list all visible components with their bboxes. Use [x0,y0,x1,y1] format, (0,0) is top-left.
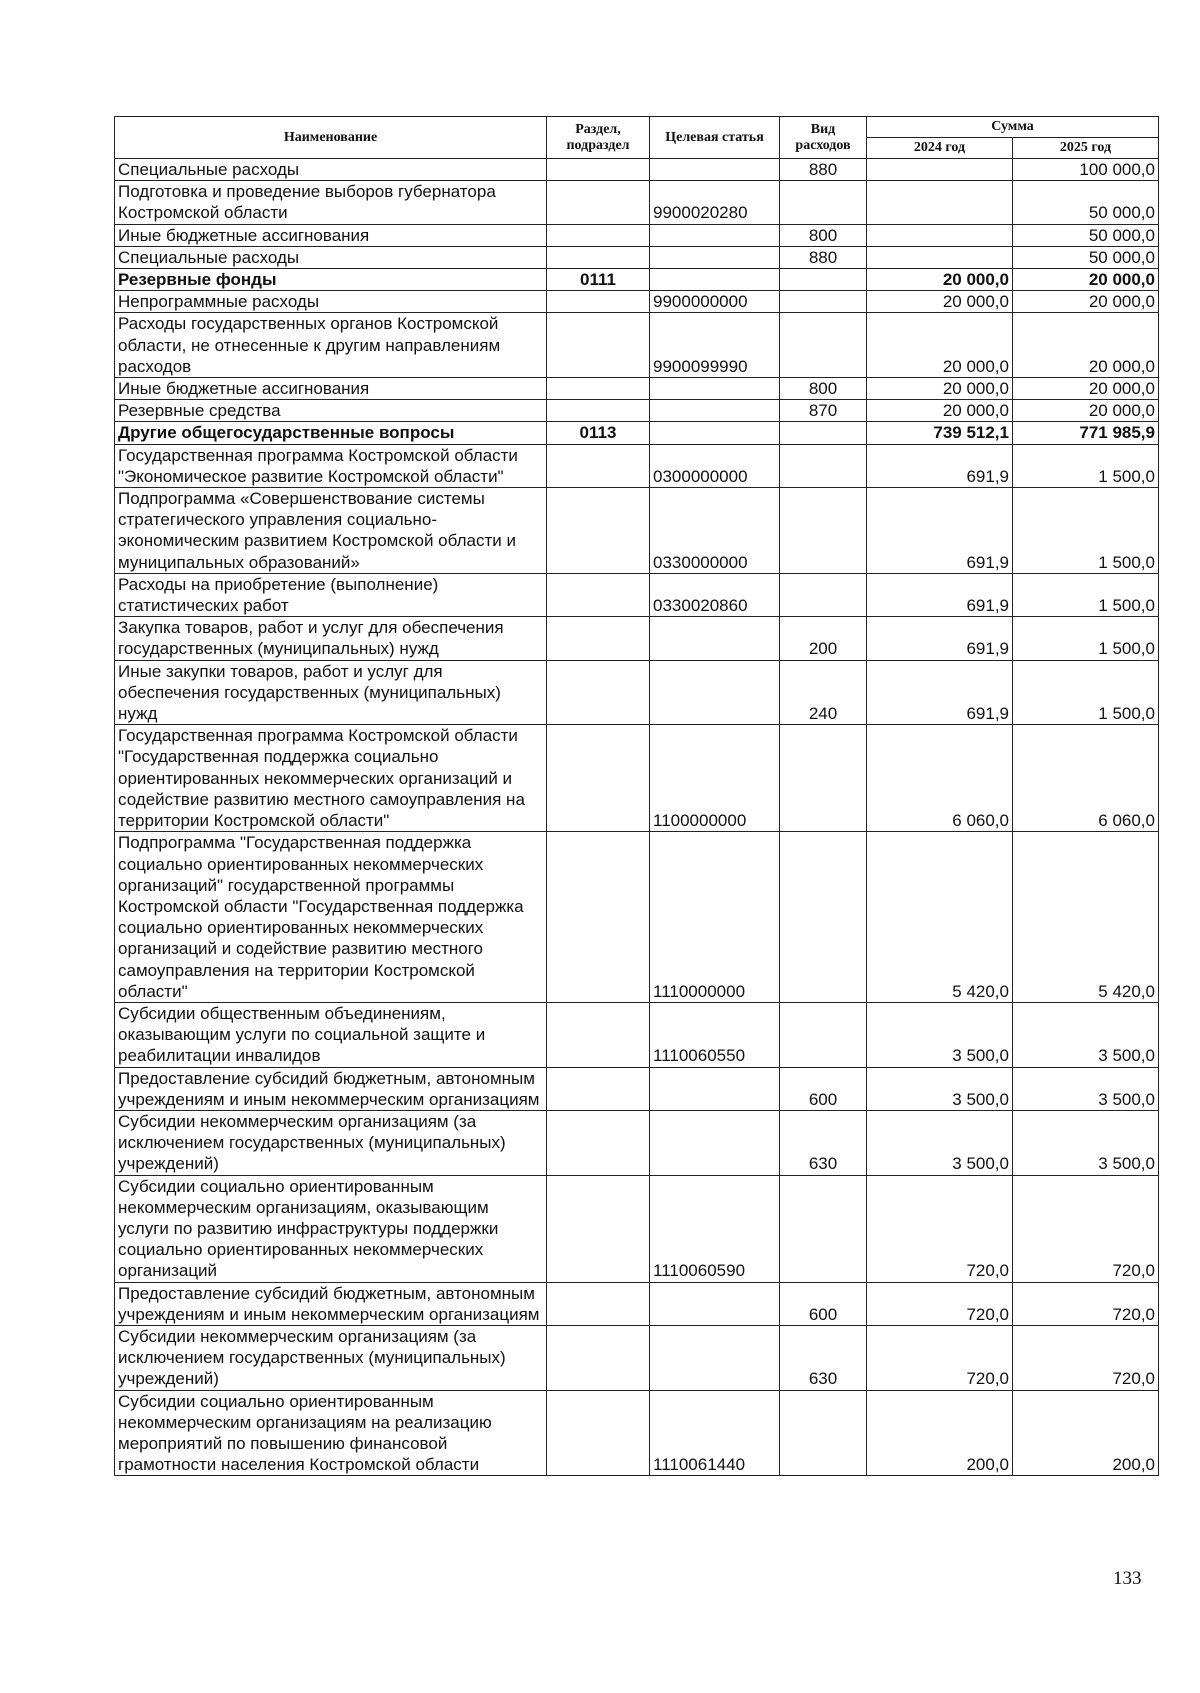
row-celevaya-cell [650,422,780,444]
row-2025-cell: 200,0 [1013,1390,1159,1476]
row-2025-cell: 1 500,0 [1013,573,1159,616]
row-2024-cell: 3 500,0 [867,1002,1013,1067]
table-row [115,159,1159,181]
table-row [115,313,1159,378]
row-2025-cell: 3 500,0 [1013,1110,1159,1175]
table-row [115,1175,1159,1282]
row-name-cell: Субсидии некоммерческим организациям (за исключением государственных (муниципальных) учреждений) [115,1110,547,1175]
row-celevaya-cell [650,1067,780,1110]
row-razdel-cell [547,832,650,1003]
row-celevaya-cell: 1110060590 [650,1175,780,1282]
row-razdel-cell [547,159,650,181]
row-razdel-cell [547,573,650,616]
row-razdel-cell [547,1282,650,1325]
row-celevaya-cell [650,1110,780,1175]
row-razdel-cell [547,181,650,224]
row-name-cell: Иные бюджетные ассигнования [115,224,547,246]
table-row [115,725,1159,832]
row-vid-cell [780,1002,867,1067]
row-2025-cell: 720,0 [1013,1175,1159,1282]
row-name-cell: Подпрограмма «Совершенствование системы стратегического управления социально-экономическим развитием Костромской области и муниципальных образований» [115,488,547,574]
row-name-cell: Предоставление субсидий бюджетным, автономным учреждениям и иным некоммерческим организациям [115,1067,547,1110]
row-2024-cell: 20 000,0 [867,378,1013,400]
table-row [115,1325,1159,1390]
row-2025-cell: 20 000,0 [1013,313,1159,378]
row-name-cell: Закупка товаров, работ и услуг для обеспечения государственных (муниципальных) нужд [115,617,547,660]
row-2024-cell [867,181,1013,224]
row-razdel-cell [547,617,650,660]
row-celevaya-cell: 0330020860 [650,573,780,616]
row-name-cell: Государственная программа Костромской области "Государственная поддержка социально ориентированных некоммерческих организаций и содействие развитию местного самоуправления на территории Костромской области" [115,725,547,832]
row-2025-cell: 1 500,0 [1013,488,1159,574]
table-row [115,1390,1159,1476]
row-celevaya-cell: 9900020280 [650,181,780,224]
row-vid-cell: 880 [780,159,867,181]
row-razdel-cell [547,660,650,725]
row-vid-cell: 600 [780,1282,867,1325]
row-celevaya-cell [650,1282,780,1325]
row-2025-cell: 50 000,0 [1013,181,1159,224]
row-2025-cell: 1 500,0 [1013,444,1159,487]
row-razdel-cell [547,444,650,487]
row-2024-cell: 3 500,0 [867,1067,1013,1110]
row-vid-cell [780,1175,867,1282]
row-2024-cell: 200,0 [867,1390,1013,1476]
table-row [115,660,1159,725]
row-razdel-cell [547,1002,650,1067]
row-vid-cell: 600 [780,1067,867,1110]
row-2025-cell: 50 000,0 [1013,246,1159,268]
row-2024-cell: 3 500,0 [867,1110,1013,1175]
row-vid-cell [780,832,867,1003]
table-row [115,269,1159,291]
row-celevaya-cell: 1110000000 [650,832,780,1003]
row-vid-cell: 630 [780,1110,867,1175]
row-2024-cell: 720,0 [867,1175,1013,1282]
row-2024-cell: 20 000,0 [867,291,1013,313]
row-2024-cell: 691,9 [867,444,1013,487]
row-razdel-cell [547,1067,650,1110]
row-2025-cell: 50 000,0 [1013,224,1159,246]
header-year-2024: 2024 год [867,138,1013,159]
budget-table [114,116,1159,1476]
row-razdel-cell [547,1175,650,1282]
row-razdel-cell: 0113 [547,422,650,444]
row-vid-cell [780,444,867,487]
row-razdel-cell [547,1110,650,1175]
row-vid-cell [780,573,867,616]
row-celevaya-cell [650,1325,780,1390]
row-name-cell: Субсидии общественным объединениям, оказывающим услуги по социальной защите и реабилитации инвалидов [115,1002,547,1067]
row-razdel-cell: 0111 [547,269,650,291]
row-2025-cell: 20 000,0 [1013,400,1159,422]
row-vid-cell: 800 [780,224,867,246]
table-row [115,1067,1159,1110]
row-celevaya-cell: 9900000000 [650,291,780,313]
table-row [115,291,1159,313]
row-razdel-cell [547,725,650,832]
row-name-cell: Специальные расходы [115,246,547,268]
table-row [115,246,1159,268]
row-2025-cell: 771 985,9 [1013,422,1159,444]
row-name-cell: Резервные фонды [115,269,547,291]
header-summa: Сумма [867,117,1159,138]
row-2024-cell: 20 000,0 [867,400,1013,422]
row-celevaya-cell: 0300000000 [650,444,780,487]
row-2024-cell: 720,0 [867,1325,1013,1390]
table-body [115,159,1159,1476]
row-vid-cell: 880 [780,246,867,268]
header-celevaya: Целевая статья [650,117,780,159]
row-razdel-cell [547,313,650,378]
row-razdel-cell [547,1390,650,1476]
table-row [115,224,1159,246]
table-row [115,181,1159,224]
header-vid: Вид расходов [780,117,867,159]
row-celevaya-cell [650,378,780,400]
row-name-cell: Предоставление субсидий бюджетным, автономным учреждениям и иным некоммерческим организациям [115,1282,547,1325]
table-row [115,488,1159,574]
row-vid-cell: 240 [780,660,867,725]
row-celevaya-cell [650,246,780,268]
row-name-cell: Субсидии социально ориентированным некоммерческим организациям, оказывающим услуги по развитию инфраструктуры поддержки социально ориентированных некоммерческих организаций [115,1175,547,1282]
row-2025-cell: 720,0 [1013,1325,1159,1390]
table-row [115,378,1159,400]
row-2025-cell: 1 500,0 [1013,617,1159,660]
row-2024-cell: 20 000,0 [867,269,1013,291]
row-2025-cell: 6 060,0 [1013,725,1159,832]
row-2025-cell: 20 000,0 [1013,378,1159,400]
row-vid-cell [780,313,867,378]
row-vid-cell [780,422,867,444]
row-celevaya-cell: 0330000000 [650,488,780,574]
row-razdel-cell [547,224,650,246]
row-vid-cell: 630 [780,1325,867,1390]
row-celevaya-cell [650,159,780,181]
row-2024-cell: 739 512,1 [867,422,1013,444]
row-2025-cell: 5 420,0 [1013,832,1159,1003]
header-razdel: Раздел, подраздел [547,117,650,159]
row-2025-cell: 1 500,0 [1013,660,1159,725]
header-name: Наименование [115,117,547,159]
table-header [115,117,1159,159]
row-celevaya-cell [650,224,780,246]
row-vid-cell [780,291,867,313]
row-2024-cell: 691,9 [867,660,1013,725]
row-vid-cell [780,725,867,832]
table-row [115,573,1159,616]
row-2024-cell: 691,9 [867,617,1013,660]
table-row [115,444,1159,487]
row-celevaya-cell [650,617,780,660]
row-name-cell: Расходы государственных органов Костромской области, не отнесенные к другим направлениям расходов [115,313,547,378]
row-name-cell: Субсидии некоммерческим организациям (за исключением государственных (муниципальных) учреждений) [115,1325,547,1390]
table-row [115,617,1159,660]
row-2024-cell: 691,9 [867,488,1013,574]
row-name-cell: Подпрограмма "Государственная поддержка социально ориентированных некоммерческих организаций" государственной программы Костромской области "Государственная поддержка социально ориентированных некоммерческих организаций и содействие развитию местного самоуправления на территории Костромской области" [115,832,547,1003]
row-2024-cell [867,246,1013,268]
table-row [115,832,1159,1003]
row-celevaya-cell: 1110061440 [650,1390,780,1476]
row-2025-cell: 3 500,0 [1013,1002,1159,1067]
row-celevaya-cell [650,269,780,291]
row-vid-cell: 800 [780,378,867,400]
row-razdel-cell [547,291,650,313]
table-row [115,1110,1159,1175]
row-2024-cell: 720,0 [867,1282,1013,1325]
row-celevaya-cell: 9900099990 [650,313,780,378]
row-2025-cell: 720,0 [1013,1282,1159,1325]
row-vid-cell [780,269,867,291]
row-2024-cell: 5 420,0 [867,832,1013,1003]
row-razdel-cell [547,400,650,422]
row-2024-cell [867,224,1013,246]
row-2025-cell: 3 500,0 [1013,1067,1159,1110]
row-name-cell: Субсидии социально ориентированным некоммерческим организациям на реализацию мероприятий по повышению финансовой грамотности населения Костромской области [115,1390,547,1476]
row-celevaya-cell [650,660,780,725]
row-name-cell: Подготовка и проведение выборов губернатора Костромской области [115,181,547,224]
page-number: 133 [1113,1568,1142,1589]
row-razdel-cell [547,378,650,400]
row-name-cell: Иные бюджетные ассигнования [115,378,547,400]
row-celevaya-cell: 1100000000 [650,725,780,832]
table-row [115,400,1159,422]
row-celevaya-cell [650,400,780,422]
row-vid-cell: 200 [780,617,867,660]
row-celevaya-cell: 1110060550 [650,1002,780,1067]
row-razdel-cell [547,488,650,574]
row-vid-cell [780,1390,867,1476]
row-2024-cell: 691,9 [867,573,1013,616]
row-razdel-cell [547,246,650,268]
row-2025-cell: 20 000,0 [1013,269,1159,291]
row-vid-cell: 870 [780,400,867,422]
header-year-2025: 2025 год [1013,138,1159,159]
table-row [115,422,1159,444]
row-name-cell: Специальные расходы [115,159,547,181]
row-name-cell: Резервные средства [115,400,547,422]
table-row [115,1002,1159,1067]
row-2024-cell: 6 060,0 [867,725,1013,832]
row-vid-cell [780,488,867,574]
row-2025-cell: 20 000,0 [1013,291,1159,313]
row-name-cell: Другие общегосударственные вопросы [115,422,547,444]
row-vid-cell [780,181,867,224]
row-razdel-cell [547,1325,650,1390]
row-name-cell: Иные закупки товаров, работ и услуг для обеспечения государственных (муниципальных) нужд [115,660,547,725]
row-name-cell: Непрограммные расходы [115,291,547,313]
table-row [115,1282,1159,1325]
row-2024-cell: 20 000,0 [867,313,1013,378]
row-2025-cell: 100 000,0 [1013,159,1159,181]
row-name-cell: Расходы на приобретение (выполнение) статистических работ [115,573,547,616]
row-2024-cell [867,159,1013,181]
row-name-cell: Государственная программа Костромской области "Экономическое развитие Костромской области" [115,444,547,487]
